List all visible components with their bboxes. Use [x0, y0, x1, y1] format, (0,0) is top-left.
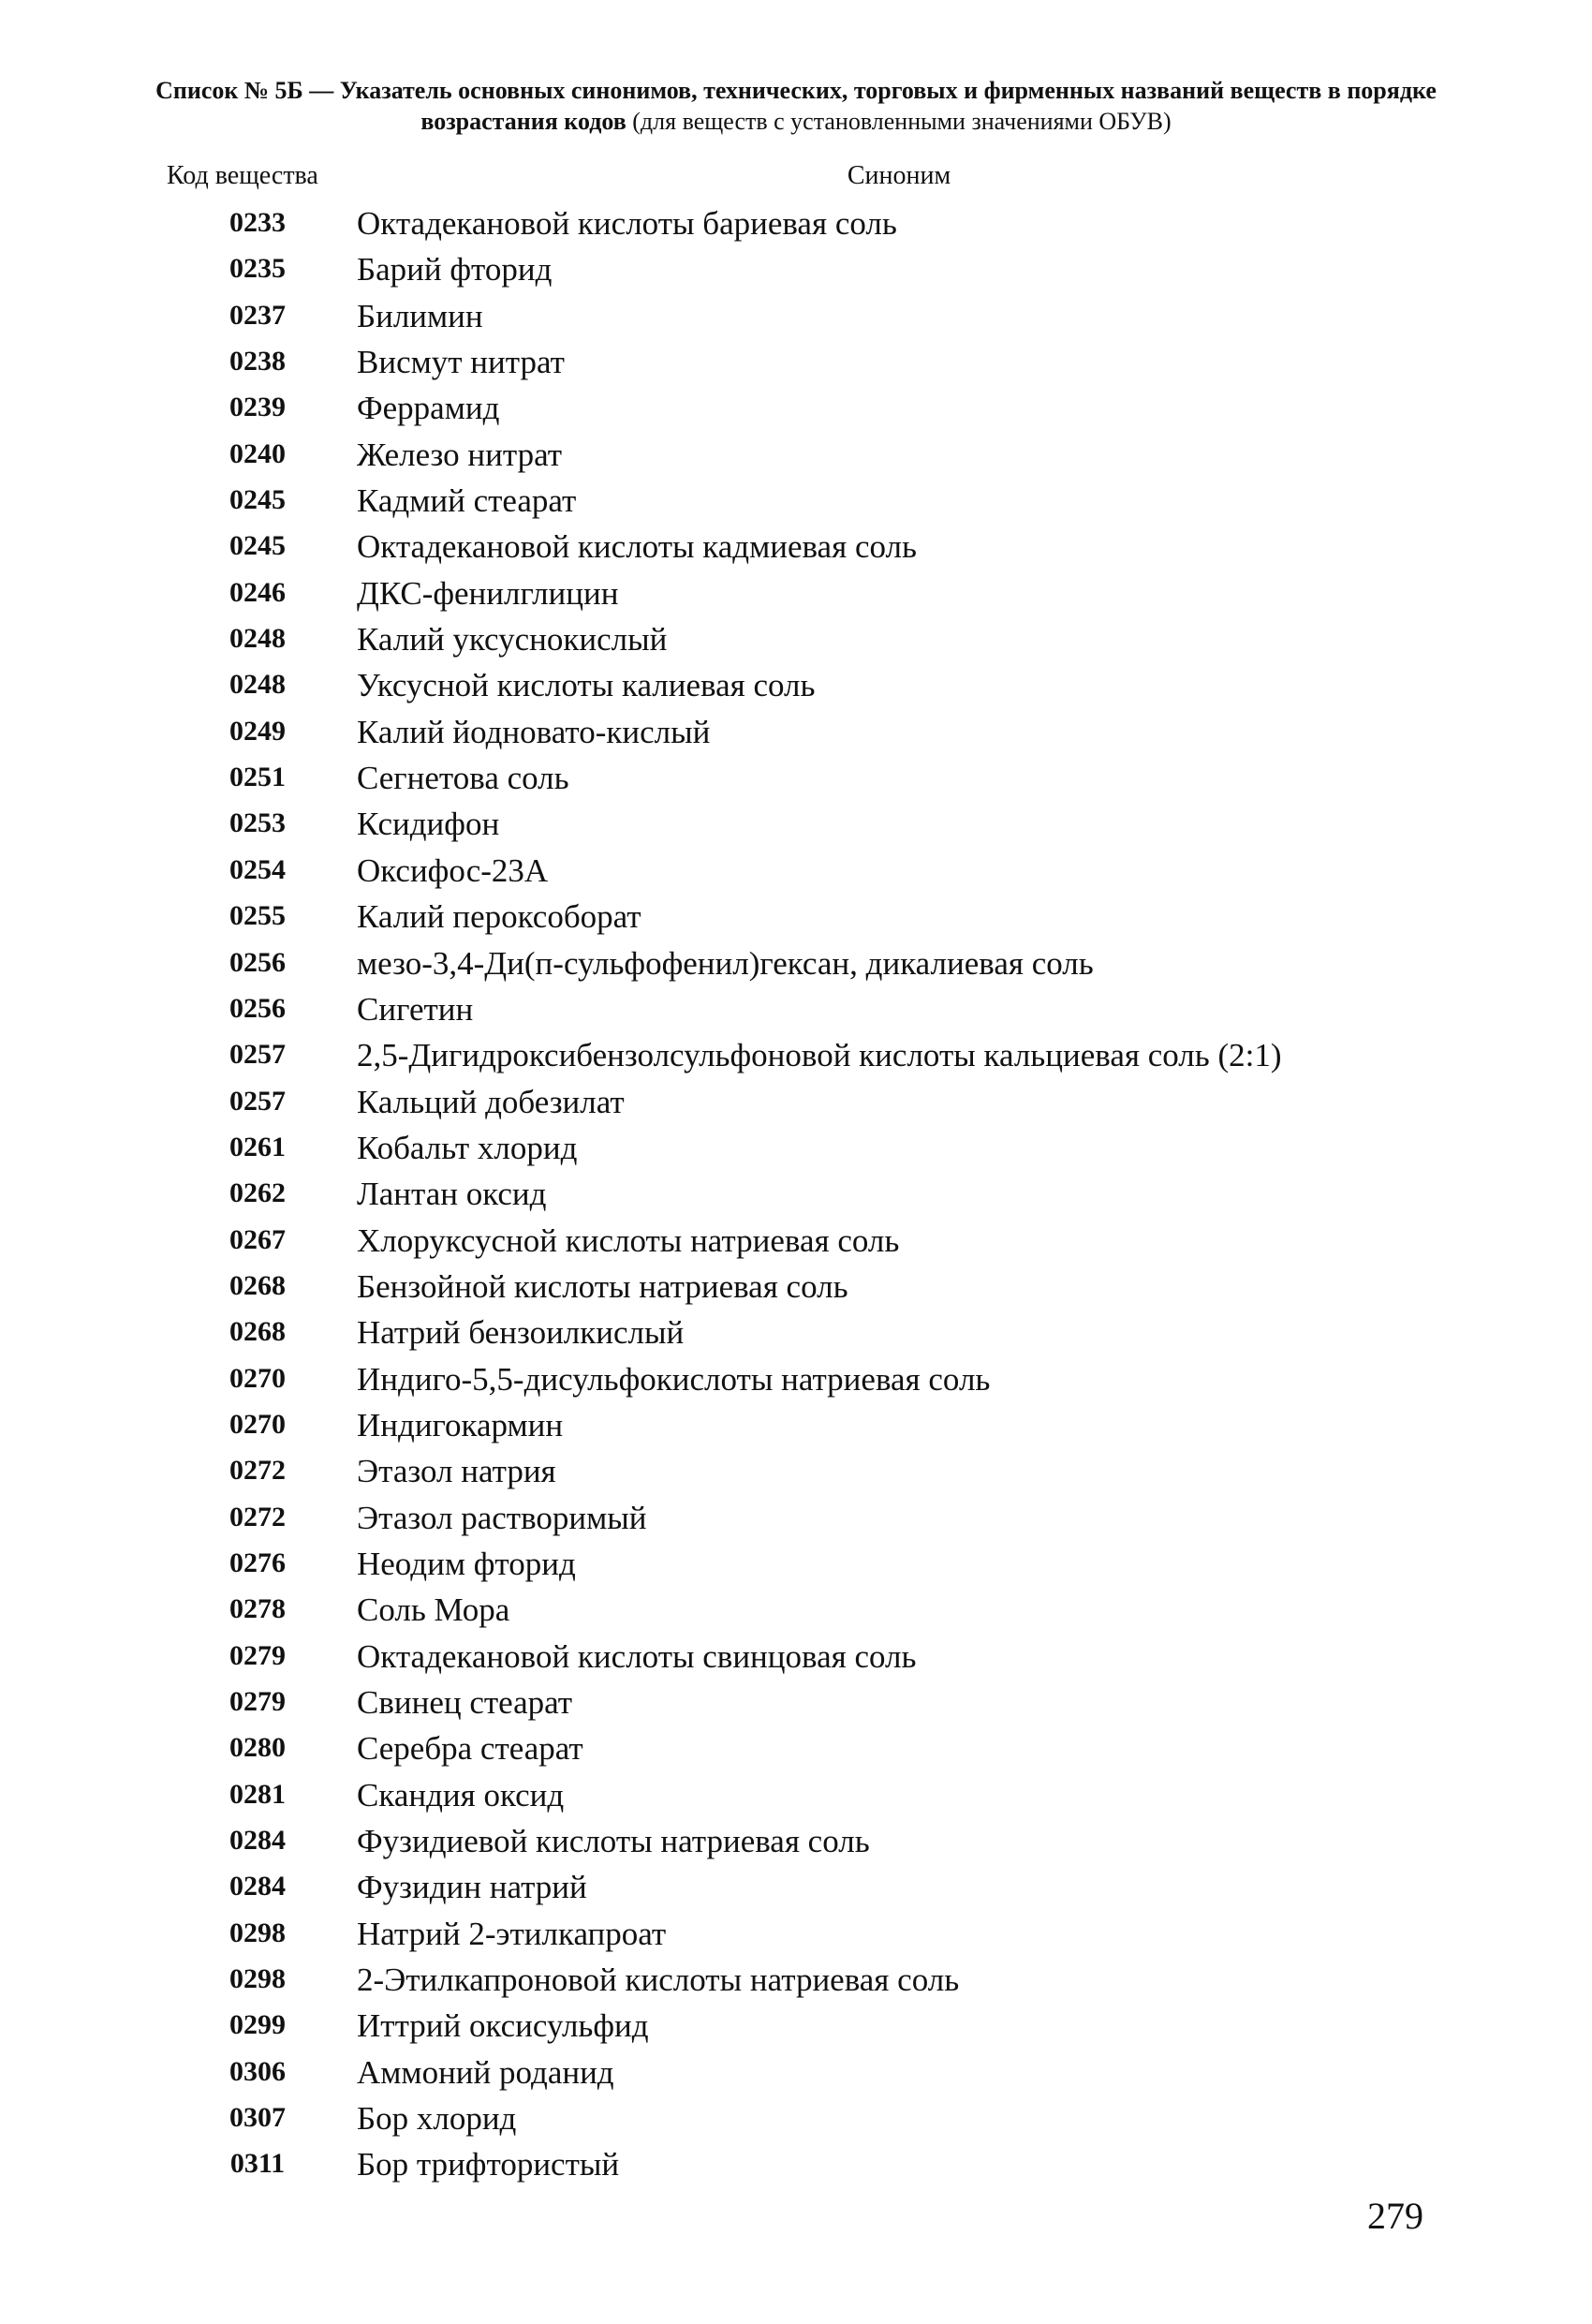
list-item — [0, 1590, 1592, 1636]
substance-code: 0280 — [229, 1732, 286, 1764]
substance-code: 0249 — [229, 715, 286, 747]
synonym-text: Бор трифтористый — [357, 2146, 620, 2183]
list-item — [0, 573, 1592, 619]
synonym-text: Кобальт хлорид — [357, 1129, 578, 1166]
column-header-synonym: Синоним — [847, 161, 951, 190]
synonym-text: Фузидин натрий — [357, 1869, 587, 1906]
list-item — [0, 804, 1592, 850]
substance-code: 0298 — [229, 1963, 286, 1995]
synonym-text: Серебра стеарат — [357, 1730, 583, 1768]
substance-code: 0261 — [229, 1131, 286, 1162]
list-item — [0, 435, 1592, 481]
substance-code: 0256 — [229, 992, 286, 1024]
substance-code: 0255 — [229, 900, 286, 932]
list-item — [0, 1266, 1592, 1312]
synonym-text: Калий уксуснокислый — [357, 621, 668, 659]
synonym-text: Октадекановой кислоты кадмиевая соль — [357, 528, 917, 566]
synonym-text: Калий йодновато-кислый — [357, 713, 711, 750]
substance-code: 0239 — [229, 392, 286, 423]
synonym-text: Барий фторид — [357, 251, 553, 289]
synonym-text: Уксусной кислоты калиевая соль — [357, 667, 816, 704]
list-item — [0, 1775, 1592, 1821]
substance-code: 0253 — [229, 807, 286, 839]
synonym-list — [0, 203, 1592, 2191]
list-item — [0, 2144, 1592, 2190]
list-item — [0, 342, 1592, 388]
substance-code: 0306 — [229, 2055, 286, 2087]
synonym-text: Аммоний роданид — [357, 2053, 614, 2091]
list-item — [0, 1728, 1592, 1774]
synonym-text: Неодим фторид — [357, 1545, 576, 1582]
substance-code: 0276 — [229, 1547, 286, 1578]
substance-code: 0256 — [229, 946, 286, 978]
synonym-text: Лантан оксид — [357, 1176, 547, 1213]
list-item — [0, 1221, 1592, 1266]
substance-code: 0279 — [229, 1639, 286, 1671]
list-item — [0, 296, 1592, 342]
substance-code: 0245 — [229, 484, 286, 516]
substance-code: 0299 — [229, 2009, 286, 2041]
substance-code: 0235 — [229, 253, 286, 285]
list-item — [0, 1451, 1592, 1497]
synonym-text: Оксифос-23А — [357, 851, 549, 889]
list-item — [0, 1082, 1592, 1128]
substance-code: 0233 — [229, 207, 286, 238]
substance-code: 0248 — [229, 669, 286, 701]
synonym-text: Натрий 2-этилкапроат — [357, 1915, 667, 1952]
list-item — [0, 1867, 1592, 1913]
synonym-text: Свинец стеарат — [357, 1684, 573, 1721]
substance-code: 0245 — [229, 530, 286, 562]
list-item — [0, 943, 1592, 989]
list-item — [0, 665, 1592, 711]
synonym-text: Октадекановой кислоты бариевая соль — [357, 205, 897, 242]
list-item — [0, 2052, 1592, 2098]
list-title-bold: Список № 5Б — Указатель основных синонимов, технических, торговых и фирменных названий веществ в порядке возрастания кодов — [155, 77, 1437, 135]
list-item — [0, 619, 1592, 665]
substance-code: 0257 — [229, 1039, 286, 1071]
synonym-text: Этазол растворимый — [357, 1499, 647, 1536]
substance-code: 0251 — [229, 762, 286, 793]
synonym-text: мезо-3,4-Ди(п-сульфофенил)гексан, дикалиевая соль — [357, 944, 1094, 982]
synonym-text: Этазол натрия — [357, 1453, 556, 1490]
substance-code: 0268 — [229, 1269, 286, 1301]
substance-code: 0268 — [229, 1316, 286, 1348]
list-item — [0, 989, 1592, 1035]
synonym-text: 2-Этилкапроновой кислоты натриевая соль — [357, 1961, 960, 1999]
list-item — [0, 1682, 1592, 1728]
synonym-text: Бор хлорид — [357, 2100, 517, 2138]
list-item — [0, 203, 1592, 249]
list-item — [0, 1359, 1592, 1405]
substance-code: 0311 — [229, 2148, 286, 2180]
list-item — [0, 1636, 1592, 1682]
substance-code: 0307 — [229, 2102, 286, 2134]
synonym-text: Иттрий оксисульфид — [357, 2007, 649, 2045]
list-item — [0, 1312, 1592, 1358]
synonym-text: Октадекановой кислоты свинцовая соль — [357, 1637, 917, 1675]
column-headers — [0, 161, 1592, 199]
synonym-text: Индигокармин — [357, 1406, 564, 1443]
substance-code: 0272 — [229, 1455, 286, 1487]
substance-code: 0237 — [229, 299, 286, 331]
list-item — [0, 1544, 1592, 1590]
list-item — [0, 1128, 1592, 1174]
list-item — [0, 481, 1592, 526]
synonym-text: Феррамид — [357, 390, 500, 427]
synonym-text: Билимин — [357, 297, 483, 334]
synonym-text: Хлоруксусной кислоты натриевая соль — [357, 1221, 900, 1259]
synonym-text: Висмут нитрат — [357, 344, 565, 381]
page-number: 279 — [1367, 2195, 1423, 2237]
substance-code: 0284 — [229, 1825, 286, 1857]
list-item — [0, 1174, 1592, 1220]
substance-code: 0240 — [229, 437, 286, 469]
list-item — [0, 388, 1592, 434]
substance-code: 0270 — [229, 1362, 286, 1394]
list-item — [0, 1035, 1592, 1081]
substance-code: 0246 — [229, 576, 286, 608]
list-item — [0, 896, 1592, 942]
substance-code: 0262 — [229, 1177, 286, 1209]
list-item — [0, 1960, 1592, 2006]
synonym-text: Бензойной кислоты натриевая соль — [357, 1267, 848, 1305]
substance-code: 0272 — [229, 1501, 286, 1532]
synonym-text: 2,5-Дигидроксибензолсульфоновой кислоты кальциевая соль (2:1) — [357, 1037, 1282, 1074]
synonym-text: Индиго-5,5-дисульфокислоты натриевая соль — [357, 1360, 991, 1398]
list-item — [0, 2098, 1592, 2144]
list-item — [0, 249, 1592, 295]
synonym-text: Ксидифон — [357, 806, 500, 843]
synonym-text: Сигетин — [357, 990, 474, 1028]
list-item — [0, 712, 1592, 758]
list-item — [0, 1914, 1592, 1960]
synonym-text: Кадмий стеарат — [357, 482, 577, 520]
list-item — [0, 1821, 1592, 1867]
substance-code: 0281 — [229, 1778, 286, 1810]
substance-code: 0270 — [229, 1408, 286, 1440]
substance-code: 0284 — [229, 1871, 286, 1902]
list-title-plain: (для веществ с установленными значениями ОБУВ) — [626, 108, 1172, 135]
synonym-text: Сегнетова соль — [357, 760, 569, 797]
list-item — [0, 851, 1592, 896]
synonym-text: Соль Мора — [357, 1591, 510, 1629]
synonym-text: ДКС-фенилглицин — [357, 574, 619, 612]
substance-code: 0257 — [229, 1085, 286, 1117]
list-title — [140, 75, 1452, 137]
list-item — [0, 758, 1592, 804]
substance-code: 0278 — [229, 1593, 286, 1625]
list-item — [0, 526, 1592, 572]
synonym-text: Железо нитрат — [357, 436, 563, 473]
synonym-text: Кальций добезилат — [357, 1083, 625, 1120]
substance-code: 0248 — [229, 623, 286, 655]
substance-code: 0238 — [229, 346, 286, 377]
substance-code: 0298 — [229, 1917, 286, 1948]
list-item — [0, 1498, 1592, 1544]
column-header-code: Код вещества — [167, 161, 318, 190]
substance-code: 0267 — [229, 1223, 286, 1255]
synonym-text: Калий пероксоборат — [357, 898, 641, 936]
synonym-text: Скандия оксид — [357, 1776, 565, 1813]
substance-code: 0254 — [229, 853, 286, 885]
synonym-text: Фузидиевой кислоты натриевая соль — [357, 1823, 870, 1860]
synonym-text: Натрий бензоилкислый — [357, 1314, 685, 1352]
list-item — [0, 1405, 1592, 1451]
list-item — [0, 2006, 1592, 2051]
substance-code: 0279 — [229, 1686, 286, 1717]
